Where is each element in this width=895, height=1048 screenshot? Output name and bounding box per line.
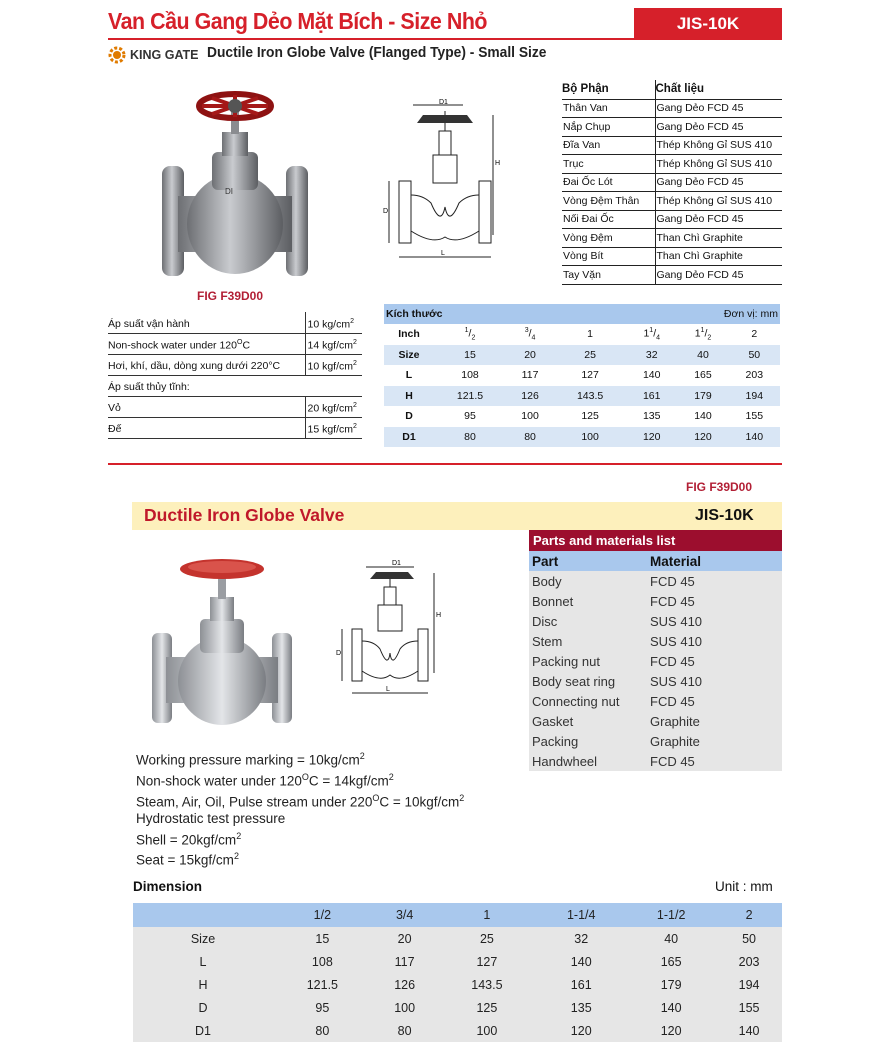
material-cell: Graphite — [647, 731, 782, 751]
material-cell: Thép Không Gỉ SUS 410 — [655, 136, 782, 155]
material-cell: Gang Dẻo FCD 45 — [655, 99, 782, 118]
pressure-label: Non-shock water under $120^OC$ — [108, 333, 305, 354]
dim-cell: 120 — [677, 427, 728, 448]
pressure-value: 20 kgf/$cm^2$ — [305, 396, 362, 417]
table-row — [562, 266, 782, 285]
page-title: Van Cầu Gang Dẻo Mặt Bích - Size Nhỏ — [108, 8, 488, 34]
table-row — [529, 631, 782, 651]
dim-cell: 80 — [372, 1019, 438, 1042]
part-cell: Vòng Đệm Thân — [562, 192, 655, 211]
part-cell: Body — [529, 571, 647, 591]
table-header-row — [562, 80, 782, 99]
dim-cell: 140 — [729, 427, 780, 448]
dim-unit: Đơn vị: mm — [626, 304, 780, 324]
header-material: Material — [647, 551, 782, 571]
dim-label-l: L — [441, 250, 445, 257]
dim-cell: 140 — [716, 1019, 782, 1042]
material-cell: SUS 410 — [647, 671, 782, 691]
section-title: Ductile Iron Globe Valve — [144, 505, 345, 525]
english-subtitle: Ductile Iron Globe Valve (Flanged Type) - Small Size — [207, 44, 547, 61]
table-row — [108, 333, 362, 354]
dim-cell: 179 — [626, 973, 716, 996]
pressure-label: Áp suất thủy tĩnh: — [108, 375, 305, 396]
table-header-row — [133, 903, 782, 927]
dimension-unit: Unit : mm — [715, 879, 773, 894]
spec-line: Shell = $20kgf/cm^2$ — [136, 830, 242, 848]
size-header: 1 — [438, 903, 537, 927]
table-row — [562, 136, 782, 155]
table-row — [562, 229, 782, 248]
table-row — [529, 731, 782, 751]
dim-cell: 100 — [372, 996, 438, 1019]
dim-cell: 50 — [716, 927, 782, 950]
dim-cell: 40 — [677, 345, 728, 366]
inch-cell: $1^1/_4$ — [643, 326, 661, 342]
part-cell: Tay Vặn — [562, 266, 655, 285]
material-cell: FCD 45 — [647, 751, 782, 771]
part-cell: Disc — [529, 611, 647, 631]
material-cell: Graphite — [647, 711, 782, 731]
dim-cell: 165 — [694, 369, 712, 382]
header-part: Bộ Phận — [562, 80, 655, 99]
part-cell: Packing nut — [529, 651, 647, 671]
material-cell: Gang Dẻo FCD 45 — [655, 173, 782, 192]
row-label: Size — [384, 345, 434, 366]
dim-cell: 20 — [506, 345, 554, 366]
dim-cell: 120 — [536, 1019, 626, 1042]
table-header-row — [529, 551, 782, 571]
part-cell: Vòng Bít — [562, 247, 655, 266]
dim-cell: 95 — [464, 410, 476, 423]
dim-cell: 194 — [729, 386, 780, 407]
size-header: 2 — [716, 903, 782, 927]
table-row — [108, 354, 362, 375]
technical-drawing-bottom — [330, 557, 440, 702]
dim-cell: 108 — [461, 369, 479, 382]
table-row — [529, 711, 782, 731]
table-row — [108, 396, 362, 417]
material-cell: Gang Dẻo FCD 45 — [655, 210, 782, 229]
dim-cell: 135 — [536, 996, 626, 1019]
dim-cell: 127 — [438, 950, 537, 973]
dim-label-h: H — [436, 612, 442, 619]
table-row — [133, 996, 782, 1019]
section-standard: JIS-10K — [695, 507, 754, 524]
row-label: H — [133, 973, 273, 996]
row-label: D — [405, 410, 413, 423]
part-cell: Vòng Đệm — [562, 229, 655, 248]
inch-cell: 2 — [751, 328, 758, 341]
gear-logo-icon — [108, 46, 126, 64]
part-cell: Trục — [562, 155, 655, 174]
size-header: 1-1/2 — [626, 903, 716, 927]
header-part: Part — [529, 551, 647, 571]
dim-cell: 121.5 — [434, 386, 506, 407]
dim-cell: 15 — [434, 345, 506, 366]
dim-cell: 117 — [521, 369, 539, 382]
dim-cell: 143.5 — [438, 973, 537, 996]
size-header: 1/2 — [273, 903, 372, 927]
dim-cell: 100 — [554, 427, 626, 448]
en-dimension-table — [133, 903, 782, 1042]
dim-cell: 165 — [626, 950, 716, 973]
valve-photo-top — [160, 84, 310, 284]
vn-parts-table — [562, 80, 782, 285]
dim-cell: 15 — [273, 927, 372, 950]
table-header-row — [384, 304, 780, 324]
part-cell: Đai Ốc Lót — [562, 173, 655, 192]
material-cell: Than Chì Graphite — [655, 229, 782, 248]
fig-label-top: FIG F39D00 — [197, 289, 264, 303]
table-row — [562, 192, 782, 211]
part-cell: Nối Đai Ốc — [562, 210, 655, 229]
dim-cell: 25 — [438, 927, 537, 950]
part-cell: Bonnet — [529, 591, 647, 611]
pressure-value: 15 kgf/$cm^2$ — [305, 417, 362, 438]
dim-cell: 25 — [554, 345, 626, 366]
size-header: 1-1/4 — [536, 903, 626, 927]
part-cell: Thân Van — [562, 99, 655, 118]
dim-cell: 100 — [521, 410, 539, 423]
dim-cell: 120 — [626, 1019, 716, 1042]
row-label: L — [133, 950, 273, 973]
spec-line: Steam, Air, Oil, Pulse stream under $220^OC = 10kgf/cm^2$ — [136, 792, 465, 810]
dim-label-d: D — [336, 650, 342, 657]
inch-cell: $^1/_2$ — [464, 326, 476, 342]
dim-cell: 121.5 — [273, 973, 372, 996]
table-row — [562, 173, 782, 192]
dim-cell: 125 — [581, 410, 599, 423]
pressure-label: Hơi, khí, dầu, dòng xung dưới 220°C — [108, 354, 305, 375]
table-row — [384, 406, 780, 427]
part-cell: Handwheel — [529, 751, 647, 771]
dim-cell: 95 — [273, 996, 372, 1019]
table-row — [384, 386, 780, 407]
header-material: Chất liệu — [655, 80, 782, 99]
row-label: D1 — [133, 1019, 273, 1042]
spec-line: Non-shock water under $120^OC = 14kgf/cm^2$ — [136, 771, 394, 789]
brand-logo — [108, 46, 199, 64]
dim-cell: 100 — [438, 1019, 537, 1042]
dim-label-h: H — [495, 160, 501, 167]
table-row — [562, 99, 782, 118]
dim-cell: 140 — [536, 950, 626, 973]
dim-label-d: D — [383, 208, 389, 215]
pressure-value: 10 kgf/$cm^2$ — [305, 354, 362, 375]
table-row — [529, 571, 782, 591]
material-cell: FCD 45 — [647, 691, 782, 711]
parts-list-title: Parts and materials list — [529, 530, 782, 551]
spec-line: Hydrostatic test pressure — [136, 811, 286, 827]
dim-cell: 126 — [372, 973, 438, 996]
technical-drawing-top — [383, 95, 503, 270]
table-row — [133, 950, 782, 973]
inch-label: Inch — [398, 328, 420, 341]
part-cell: Body seat ring — [529, 671, 647, 691]
body-mark: DI — [225, 187, 233, 196]
dim-label-d1: D1 — [439, 99, 448, 106]
empty-cell — [305, 375, 362, 396]
brand-name: KING GATE — [130, 48, 199, 62]
vn-dimension-table — [384, 304, 780, 447]
material-cell: Thép Không Gỉ SUS 410 — [655, 155, 782, 174]
material-cell: FCD 45 — [647, 651, 782, 671]
dim-cell: 155 — [745, 410, 764, 423]
table-row — [529, 611, 782, 631]
table-row — [108, 417, 362, 438]
pressure-label: Vỏ — [108, 396, 305, 417]
dim-cell: 143.5 — [554, 386, 626, 407]
part-cell: Connecting nut — [529, 691, 647, 711]
material-cell: SUS 410 — [647, 631, 782, 651]
dim-cell: 32 — [626, 345, 677, 366]
dimension-title: Dimension — [133, 879, 203, 894]
material-cell: Than Chì Graphite — [655, 247, 782, 266]
table-row — [529, 651, 782, 671]
dim-cell: 32 — [536, 927, 626, 950]
table-row — [108, 375, 362, 396]
dim-cell: 203 — [745, 369, 764, 382]
spec-line: Seat = $15kgf/cm^2$ — [136, 851, 239, 868]
material-cell: Gang Dẻo FCD 45 — [655, 266, 782, 285]
material-cell: FCD 45 — [647, 591, 782, 611]
dim-cell: 140 — [642, 369, 661, 382]
material-cell: SUS 410 — [647, 611, 782, 631]
empty-header — [133, 903, 273, 927]
dim-title: Kích thước — [384, 304, 626, 324]
table-row — [384, 345, 780, 366]
row-label: D — [133, 996, 273, 1019]
dim-cell: 120 — [626, 427, 677, 448]
fig-label-bottom: FIG F39D00 — [686, 480, 753, 494]
dim-cell: 125 — [438, 996, 537, 1019]
dim-cell: 194 — [716, 973, 782, 996]
table-row — [562, 210, 782, 229]
material-cell: FCD 45 — [647, 571, 782, 591]
inch-cell: $^3/_4$ — [524, 326, 536, 342]
size-header: 3/4 — [372, 903, 438, 927]
vn-pressure-table — [108, 312, 362, 439]
spec-line: Working pressure marking = $10kg/cm^2$ — [136, 751, 365, 768]
inch-cell: 1 — [587, 328, 594, 341]
inch-row — [384, 324, 780, 345]
material-cell: Gang Dẻo FCD 45 — [655, 118, 782, 137]
dim-cell: 203 — [716, 950, 782, 973]
dim-cell: 108 — [273, 950, 372, 973]
dim-cell: 140 — [626, 996, 716, 1019]
table-row — [384, 427, 780, 448]
dim-label-l: L — [386, 686, 390, 693]
dim-cell: 126 — [506, 386, 554, 407]
table-row — [529, 751, 782, 771]
dim-cell: 161 — [536, 973, 626, 996]
dim-cell: 80 — [273, 1019, 372, 1042]
row-label: L — [405, 369, 413, 382]
pressure-value: 10 $kg/cm^2$ — [305, 312, 362, 333]
table-row — [108, 312, 362, 333]
inch-cell: $1^1/_2$ — [694, 326, 712, 342]
dim-cell: 140 — [694, 410, 712, 423]
table-row — [384, 365, 780, 386]
row-label: Size — [133, 927, 273, 950]
table-row — [529, 591, 782, 611]
part-cell: Packing — [529, 731, 647, 751]
pressure-specs — [136, 748, 464, 869]
row-label: D1 — [384, 427, 434, 448]
en-parts-table — [529, 551, 782, 771]
dim-cell: 40 — [626, 927, 716, 950]
table-row — [133, 927, 782, 950]
table-row — [133, 973, 782, 996]
part-cell: Nắp Chụp — [562, 118, 655, 137]
material-cell: Thép Không Gỉ SUS 410 — [655, 192, 782, 211]
dim-cell: 80 — [506, 427, 554, 448]
part-cell: Stem — [529, 631, 647, 651]
table-row — [529, 671, 782, 691]
dim-label-d1: D1 — [392, 560, 401, 567]
dim-cell: 80 — [434, 427, 506, 448]
section-divider — [108, 463, 782, 465]
dim-cell: 179 — [677, 386, 728, 407]
pressure-label: Áp suất vận hành — [108, 312, 305, 333]
dim-cell: 135 — [642, 410, 661, 423]
standard-badge: JIS-10K — [634, 8, 782, 40]
pressure-value: 14 kgf/$cm^2$ — [305, 333, 362, 354]
dim-cell: 127 — [581, 369, 599, 382]
row-label: H — [384, 386, 434, 407]
dim-cell: 155 — [716, 996, 782, 1019]
pressure-label: Đế — [108, 417, 305, 438]
table-row — [562, 247, 782, 266]
table-row — [529, 691, 782, 711]
dim-cell: 117 — [372, 950, 438, 973]
part-cell: Đĩa Van — [562, 136, 655, 155]
valve-photo-bottom — [150, 555, 295, 735]
dim-cell: 50 — [729, 345, 780, 366]
dim-cell: 20 — [372, 927, 438, 950]
dim-cell: 161 — [626, 386, 677, 407]
table-row — [133, 1019, 782, 1042]
part-cell: Gasket — [529, 711, 647, 731]
table-row — [562, 118, 782, 137]
table-row — [562, 155, 782, 174]
